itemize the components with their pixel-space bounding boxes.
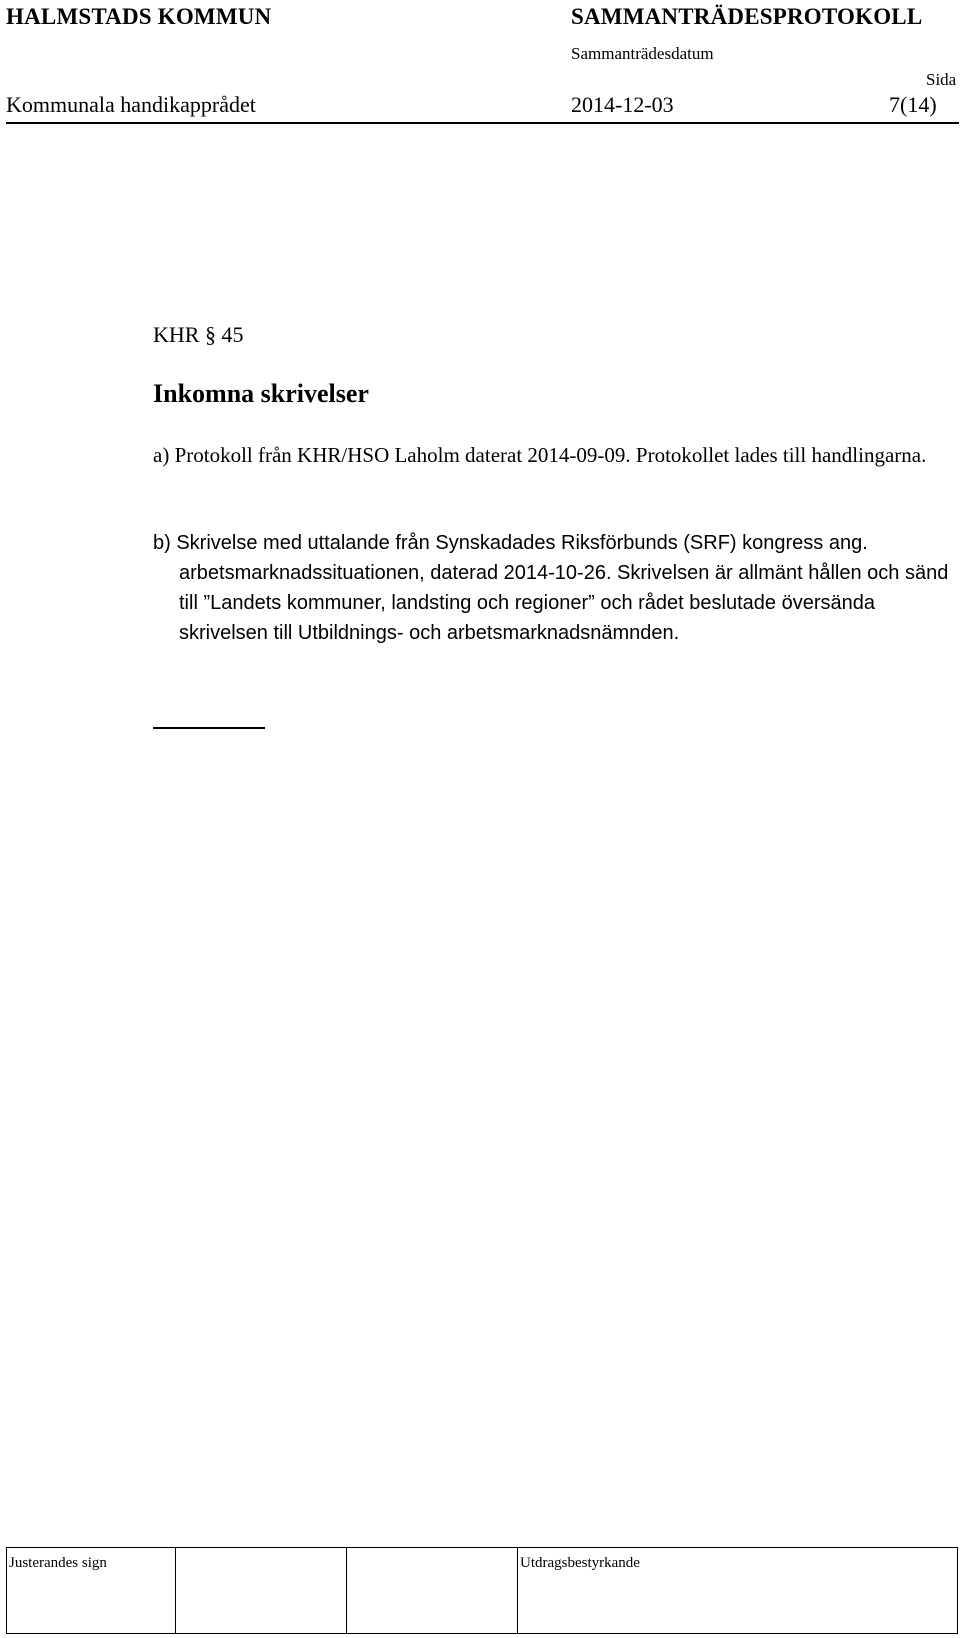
section-title: Inkomna skrivelser xyxy=(153,379,369,408)
justerandes-sign-cell xyxy=(7,1548,176,1634)
signature-cell xyxy=(176,1548,347,1634)
signature-cell xyxy=(347,1548,518,1634)
list-item: a) Protokoll från KHR/HSO Laholm daterat 2014-09-09. Protokollet lades till handlingarna. xyxy=(153,443,927,467)
justerandes-sign-label: Justerandes sign xyxy=(9,1555,107,1571)
document-type: SAMMANTRÄDESPROTOKOLL xyxy=(571,4,923,29)
signature-box xyxy=(6,1547,958,1634)
page-number: 7(14) xyxy=(889,92,937,117)
header-divider xyxy=(6,122,959,124)
organization-name: HALMSTADS KOMMUN xyxy=(6,4,272,29)
section-id: KHR § 45 xyxy=(153,322,244,347)
committee-name: Kommunala handikapprådet xyxy=(6,92,256,117)
list-item: b) Skrivelse med uttalande från Synskadades Riksförbunds (SRF) kongress ang. arbetsmarknadssituationen, daterad 2014-10-26. Skrivelsen är allmänt hållen och sänd till ”Landets kommuner, landsting och regioner” och rådet beslutade översända skrivelsen till Utbildnings- och arbetsmarknadsnämnden. xyxy=(153,532,949,644)
meeting-date: 2014-12-03 xyxy=(571,92,674,117)
page-label: Sida xyxy=(926,70,957,89)
meeting-date-label: Sammanträdesdatum xyxy=(571,44,714,63)
section-end-line xyxy=(153,727,265,729)
utdragsbestyrkande-label: Utdragsbestyrkande xyxy=(520,1555,640,1571)
utdragsbestyrkande-cell xyxy=(518,1548,958,1634)
